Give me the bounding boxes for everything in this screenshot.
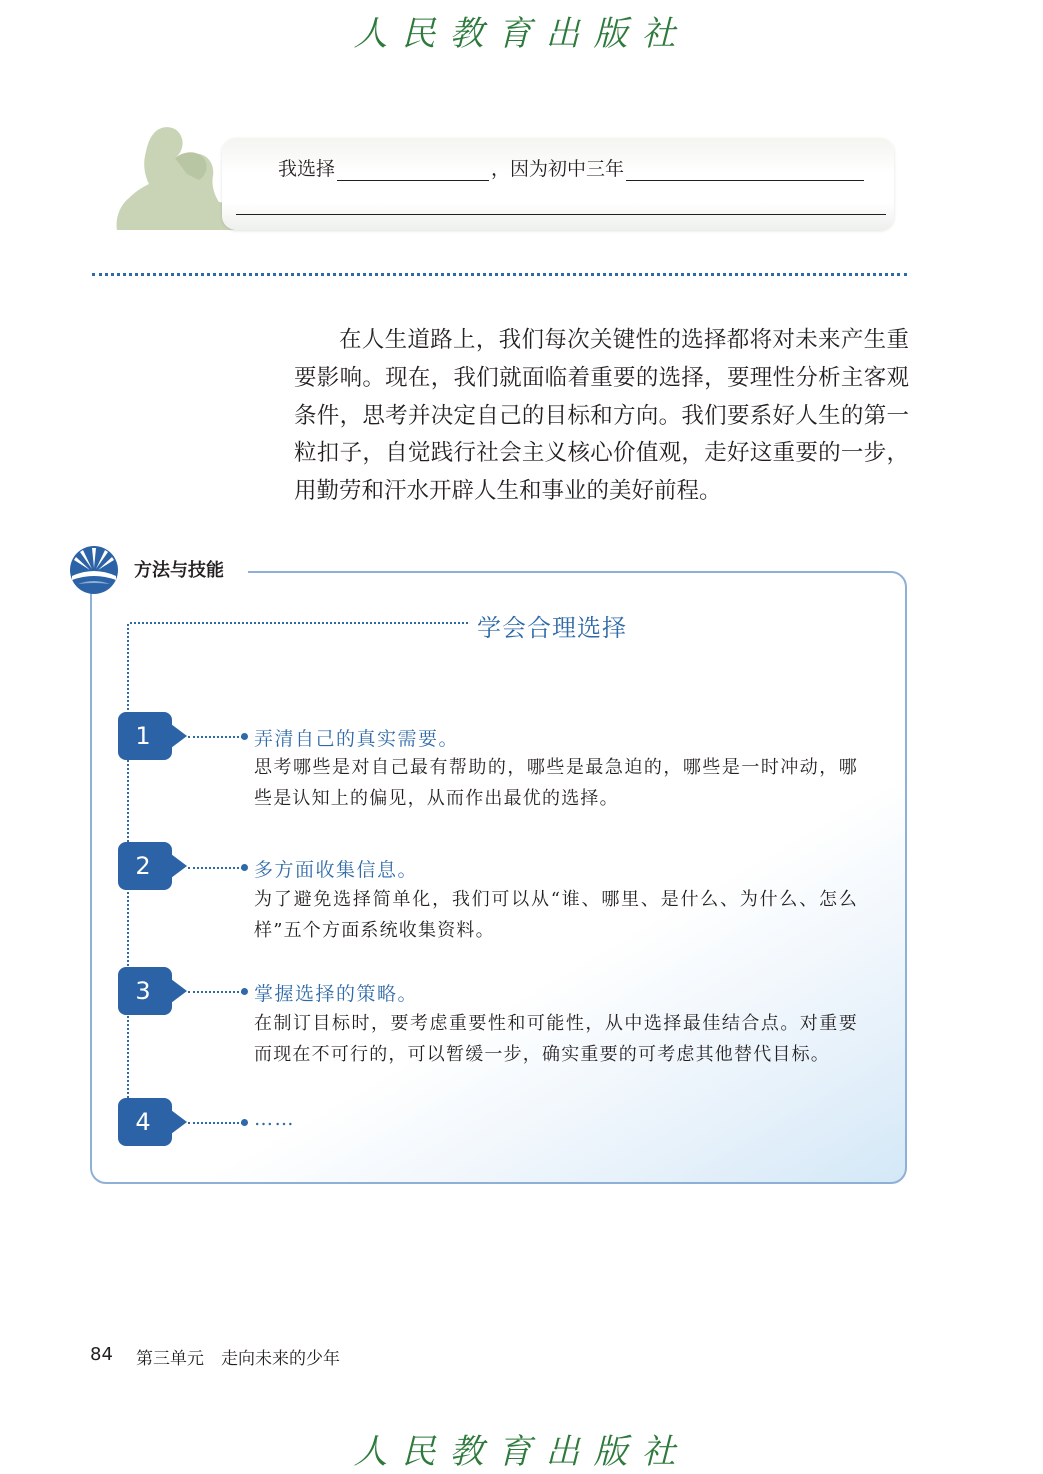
step-number-badge: 3 (118, 967, 172, 1015)
fill-in-prefix: 我选择 (278, 158, 336, 180)
step-body: 在制订目标时，要考虑重要性和可能性，从中选择最佳结合点。对重要而现在不可行的，可以暂缓一步，确实重要的可考虑其他替代目标。 (254, 1013, 858, 1065)
step-dot (241, 733, 248, 740)
panel-title: 学会合理选择 (477, 614, 627, 642)
unit-title: 第三单元 走向未来的少年 (136, 1349, 340, 1369)
reason-blank[interactable] (626, 157, 864, 181)
step-heading: …… (254, 1108, 295, 1130)
subtitle-connector (130, 622, 468, 624)
fill-in-sentence (278, 154, 864, 181)
step-heading: 多方面收集信息。 (254, 859, 419, 881)
fill-in-card (222, 138, 894, 230)
step-heading: 弄清自己的真实需要。 (254, 728, 460, 750)
step-connector (188, 736, 243, 738)
step-body: 为了避免选择简单化，我们可以从“谁、哪里、是什么、为什么、怎么样”五个方面系统收集资料。 (254, 889, 858, 941)
step-connector (188, 867, 243, 869)
page-number: 84 (90, 1344, 113, 1365)
step-dot (241, 1119, 248, 1126)
step-dot (241, 988, 248, 995)
thinking-person-silhouette (115, 124, 235, 230)
fill-in-middle: ，因为初中三年 (491, 158, 625, 180)
reason-blank-line2[interactable] (236, 214, 886, 215)
method-panel (90, 571, 907, 1184)
step-number-badge: 2 (118, 842, 172, 890)
intro-paragraph: 在人生道路上，我们每次关键性的选择都将对未来产生重要影响。现在，我们就面临着重要的选择，要理性分析主客观条件，思考并决定自己的目标和方向。我们要系好人生的第一粒扣子，自觉践行社会主义核心价值观，走好这重要的一步，用勤劳和汗水开辟人生和事业的美好前程。 (294, 327, 909, 505)
publisher-logo-bottom: 人民教育出版社 (353, 1432, 690, 1472)
step-number-badge: 1 (118, 712, 172, 760)
publisher-logo-top: 人民教育出版社 (353, 14, 690, 54)
step-number-badge: 4 (118, 1098, 172, 1146)
step-heading: 掌握选择的策略。 (254, 983, 419, 1005)
step-connector (188, 1122, 243, 1124)
section-divider (92, 273, 907, 276)
choice-blank[interactable] (337, 157, 489, 181)
step-body: 思考哪些是对自己最有帮助的，哪些是最急迫的，哪些是一时冲动，哪些是认知上的偏见，从而作出最优的选择。 (254, 757, 858, 809)
panel-label: 方法与技能 (134, 560, 224, 581)
step-dot (241, 864, 248, 871)
step-connector (188, 991, 243, 993)
method-skill-icon (68, 542, 120, 594)
